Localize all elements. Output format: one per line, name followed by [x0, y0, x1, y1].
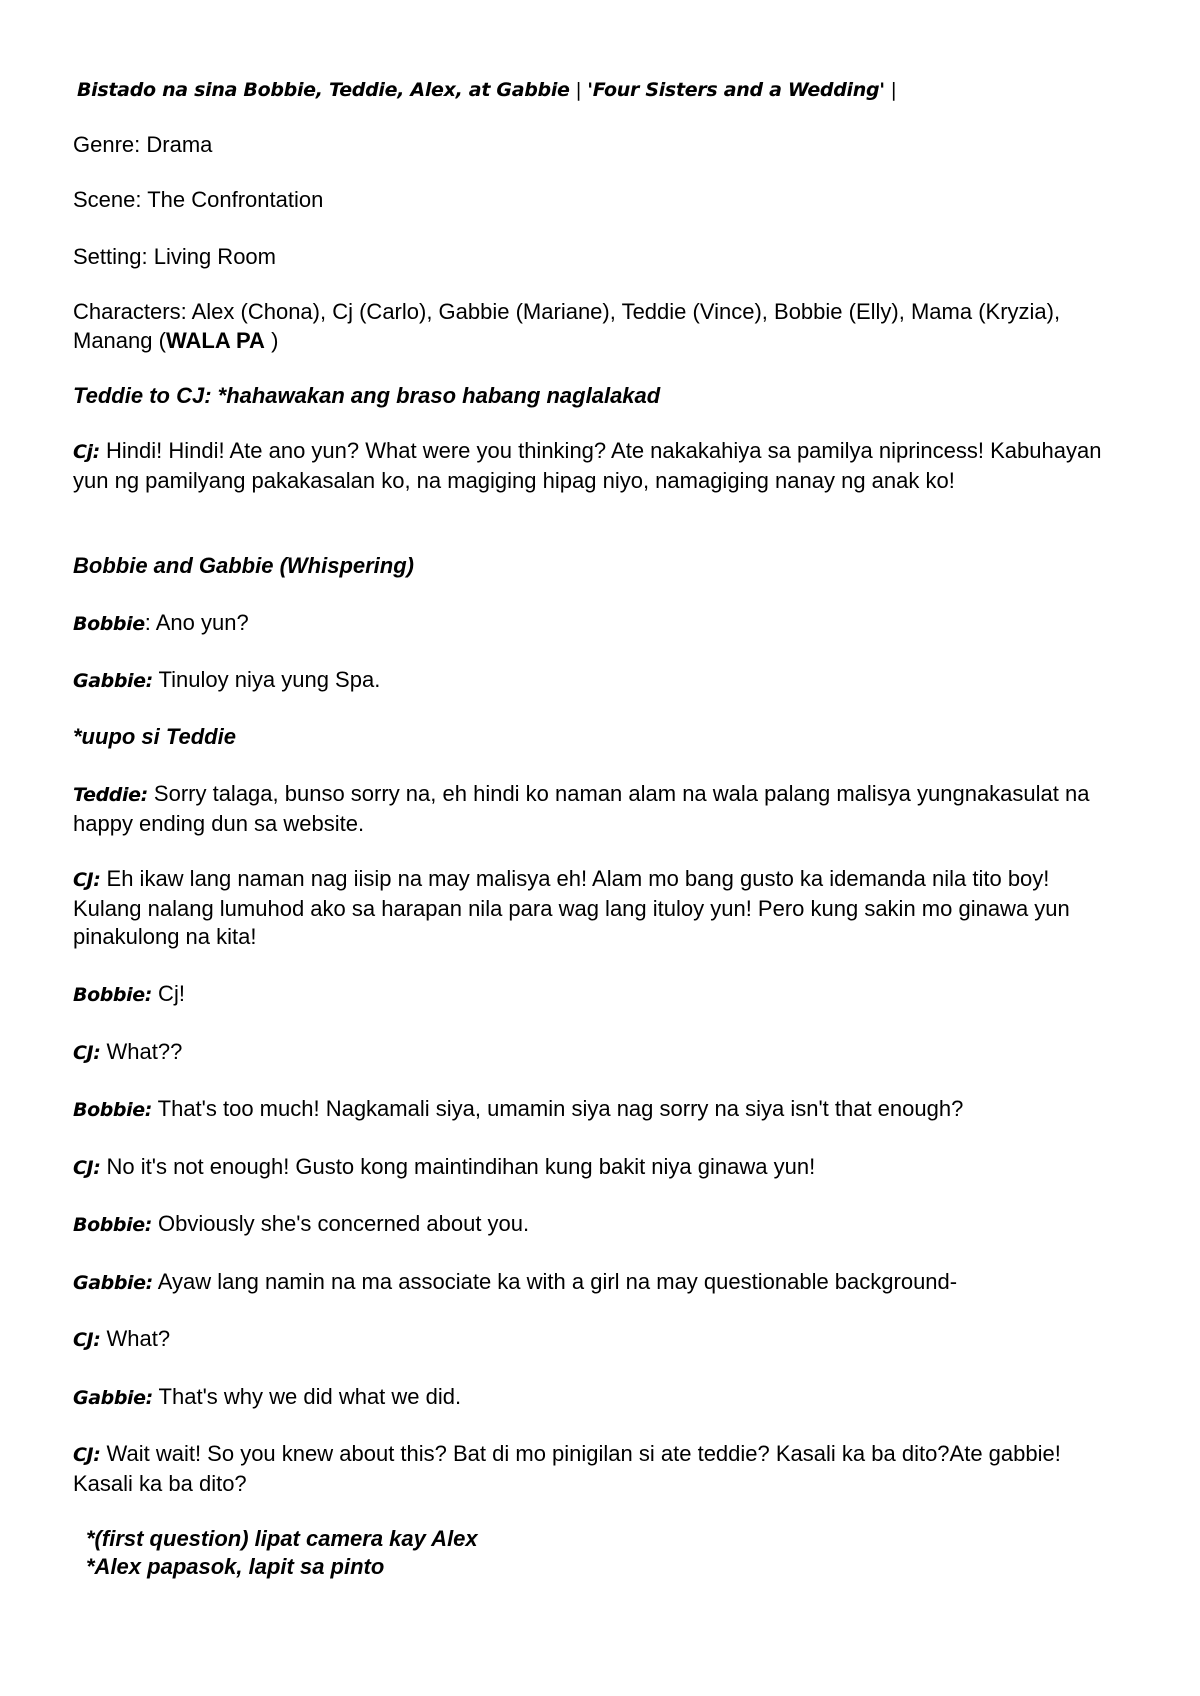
- dialogue-line: [73, 1095, 1103, 1125]
- stage-direction: Bobbie and Gabbie (Whispering): [73, 553, 414, 578]
- document-title: [77, 76, 1107, 105]
- dialogue-line: [73, 865, 1103, 952]
- speaker-name: Gabbie:: [73, 1387, 153, 1409]
- title-tail: |: [884, 79, 897, 101]
- dialogue-text: Eh ikaw lang naman nag iisip na may malisya eh! Alam mo bang gusto ka idemanda nila tito boy! Kulang nalang lumuhod ako sa harapan nila para wag lang ituloy yun! Pero kung sakin mo ginawa yun pinakulong na kita!: [73, 866, 1070, 949]
- dialogue-line: [73, 1440, 1103, 1498]
- setting-line: Setting: Living Room: [73, 244, 276, 269]
- dialogue-text: That's why we did what we did.: [152, 1384, 462, 1409]
- characters-bold: WALA PA: [165, 327, 265, 353]
- stage-direction: Teddie to CJ: *hahawakan ang braso habang naglalakad: [73, 383, 661, 408]
- dialogue-line: [73, 1383, 1103, 1413]
- stage-direction: *(first question) lipat camera kay Alex: [86, 1526, 478, 1551]
- dialogue-text: Tinuloy niya yung Spa.: [152, 667, 381, 692]
- dialogue-line: [73, 980, 1103, 1010]
- dialogue-text: Sorry talaga, bunso sorry na, eh hindi ko naman alam na wala palang malisya yungnakasulat na happy ending dun sa website.: [73, 781, 1090, 836]
- speaker-name: Bobbie:: [73, 984, 152, 1006]
- characters-end: ): [264, 327, 279, 353]
- dialogue-text: What??: [100, 1039, 183, 1064]
- speaker-name: CJ:: [73, 1329, 101, 1351]
- speaker-name: CJ:: [73, 1042, 101, 1064]
- dialogue-line: [73, 609, 1103, 639]
- speaker-name: Bobbie:: [73, 1214, 152, 1236]
- speaker-name: Teddie:: [73, 784, 148, 806]
- title-separator: |: [569, 79, 588, 101]
- dialogue-text: Hindi! Hindi! Ate ano yun? What were you thinking? Ate nakakahiya sa pamilya niprincess! Kabuhayan yun ng pamilyang pakakasalan ko, na magiging hipag niyo, namagiging nanay ng anak ko!: [73, 438, 1102, 493]
- dialogue-line: [73, 1153, 1103, 1183]
- dialogue-text: That's too much! Nagkamali siya, umamin siya nag sorry na siya isn't that enough?: [151, 1096, 964, 1121]
- speaker-name: Gabbie:: [73, 1272, 153, 1294]
- dialogue-line: [73, 1268, 1103, 1298]
- dialogue-text: Wait wait! So you knew about this? Bat di mo pinigilan si ate teddie? Kasali ka ba dito?Ate gabbie! Kasali ka ba dito?: [73, 1441, 1061, 1496]
- stage-direction: *uupo si Teddie: [73, 724, 236, 749]
- dialogue-line: [73, 780, 1103, 838]
- speaker-name: Bobbie:: [73, 1099, 152, 1121]
- dialogue-line: [73, 437, 1103, 495]
- dialogue-text: What?: [100, 1326, 171, 1351]
- dialogue-text: Ayaw lang namin na ma associate ka with a girl na may questionable background-: [152, 1269, 958, 1294]
- dialogue-text: Obviously she's concerned about you.: [151, 1211, 530, 1236]
- speaker-name: Cj:: [73, 441, 100, 463]
- scene-line: Scene: The Confrontation: [73, 187, 324, 212]
- title-main: Bistado na sina Bobbie, Teddie, Alex, at Gabbie: [77, 79, 570, 101]
- stage-direction: *Alex papasok, lapit sa pinto: [86, 1554, 385, 1579]
- speaker-name: Gabbie:: [73, 670, 153, 692]
- speaker-name: Bobbie: [73, 613, 145, 635]
- dialogue-line: [73, 1210, 1103, 1240]
- dialogue-text: : Ano yun?: [144, 610, 249, 635]
- genre-line: Genre: Drama: [73, 132, 213, 157]
- dialogue-text: No it's not enough! Gusto kong maintindihan kung bakit niya ginawa yun!: [100, 1154, 816, 1179]
- title-quoted: 'Four Sisters and a Wedding': [587, 79, 885, 101]
- characters-line: [73, 298, 1103, 355]
- speaker-name: CJ:: [73, 1157, 101, 1179]
- dialogue-line: [73, 666, 1103, 696]
- speaker-name: CJ:: [73, 869, 101, 891]
- dialogue-line: [73, 1325, 1103, 1355]
- dialogue-line: [73, 1038, 1103, 1068]
- speaker-name: CJ:: [73, 1444, 101, 1466]
- dialogue-text: Cj!: [151, 981, 185, 1006]
- characters-text: Characters: Alex (Chona), Cj (Carlo), Gabbie (Mariane), Teddie (Vince), Bobbie (Elly), Mama (Kryzia), Manang (: [73, 299, 1061, 353]
